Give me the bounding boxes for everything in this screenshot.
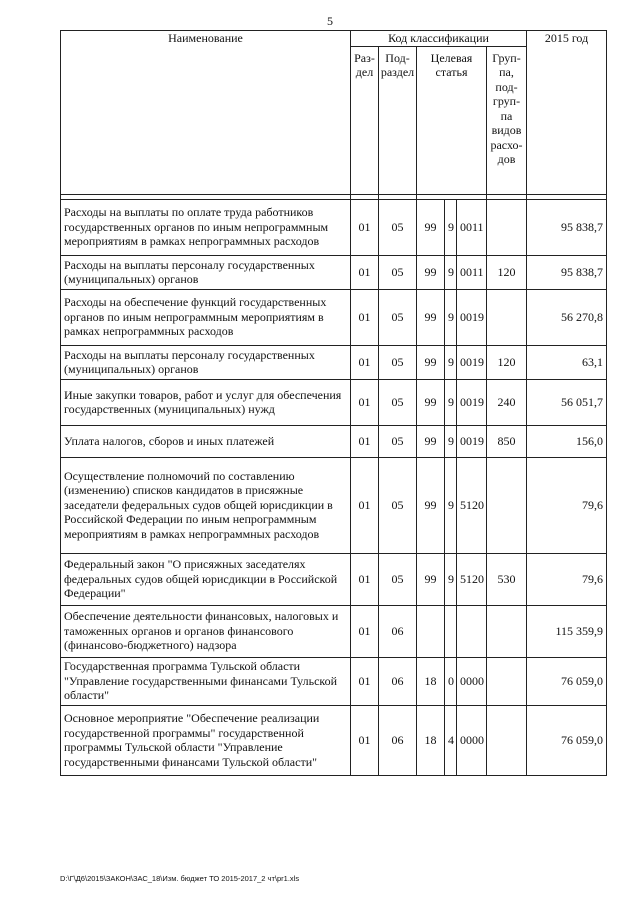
row-target-subprogram: 9 [445, 255, 457, 289]
row-amount: 63,1 [527, 345, 607, 379]
row-subsection: 05 [379, 289, 417, 345]
row-expense-group: 120 [487, 255, 527, 289]
row-name: Расходы на выплаты по оплате труда работников государственных органов по иным непрограммным мероприятиям в рамках непрограммных расходов [61, 199, 351, 255]
table-row [61, 605, 607, 657]
row-subsection: 05 [379, 425, 417, 457]
row-name: Федеральный закон "О присяжных заседателях федеральных судов общей юрисдикции в Российской Федерации" [61, 553, 351, 605]
row-amount: 115 359,9 [527, 605, 607, 657]
table-row [61, 379, 607, 425]
header-year: 2015 год [527, 31, 607, 195]
header-expense-group: Груп- па, под- груп- па видов расхо- дов [487, 46, 527, 194]
row-target-program [417, 605, 445, 657]
table-row [61, 457, 607, 553]
row-target-subprogram: 9 [445, 457, 457, 553]
row-subsection: 05 [379, 379, 417, 425]
header-name: Наименование [61, 31, 351, 195]
header-target-article: Целевая статья [417, 46, 487, 194]
row-target-program: 18 [417, 657, 445, 705]
row-amount: 79,6 [527, 553, 607, 605]
table-row [61, 289, 607, 345]
table-row [61, 705, 607, 775]
row-target-program: 99 [417, 289, 445, 345]
row-target-subprogram: 9 [445, 379, 457, 425]
row-name: Уплата налогов, сборов и иных платежей [61, 425, 351, 457]
row-target-subprogram: 9 [445, 553, 457, 605]
row-expense-group [487, 605, 527, 657]
row-target-program: 99 [417, 255, 445, 289]
file-path-footer: D:\Г\Д6\2015\ЗАКОН\ЗАС_18\Изм. бюджет ТО 2015-2017_2 чт\pr1.xls [60, 874, 300, 883]
row-expense-group [487, 705, 527, 775]
row-section: 01 [351, 379, 379, 425]
row-amount: 79,6 [527, 457, 607, 553]
row-target-direction: 0000 [457, 705, 487, 775]
row-expense-group: 240 [487, 379, 527, 425]
row-target-program: 18 [417, 705, 445, 775]
row-target-program: 99 [417, 457, 445, 553]
row-expense-group: 850 [487, 425, 527, 457]
row-subsection: 05 [379, 457, 417, 553]
row-target-direction: 0000 [457, 657, 487, 705]
row-target-direction: 0011 [457, 255, 487, 289]
row-expense-group [487, 199, 527, 255]
row-target-direction: 5120 [457, 553, 487, 605]
row-section: 01 [351, 199, 379, 255]
row-target-subprogram: 9 [445, 289, 457, 345]
row-target-subprogram: 9 [445, 345, 457, 379]
row-target-subprogram [445, 605, 457, 657]
row-section: 01 [351, 705, 379, 775]
row-name: Основное мероприятие "Обеспечение реализации государственной программы" государственной программы Тульской области "Управление государственными финансами Тульской области" [61, 705, 351, 775]
row-expense-group [487, 457, 527, 553]
row-section: 01 [351, 255, 379, 289]
row-target-direction: 0019 [457, 345, 487, 379]
row-name: Расходы на выплаты персоналу государственных (муниципальных) органов [61, 345, 351, 379]
row-amount: 76 059,0 [527, 657, 607, 705]
row-expense-group: 530 [487, 553, 527, 605]
row-section: 01 [351, 345, 379, 379]
row-target-program: 99 [417, 379, 445, 425]
budget-table [60, 30, 607, 776]
row-target-direction [457, 605, 487, 657]
row-amount: 156,0 [527, 425, 607, 457]
row-target-subprogram: 4 [445, 705, 457, 775]
row-amount: 56 270,8 [527, 289, 607, 345]
row-target-direction: 5120 [457, 457, 487, 553]
table-row [61, 255, 607, 289]
row-section: 01 [351, 289, 379, 345]
row-expense-group [487, 289, 527, 345]
table-row [61, 425, 607, 457]
header-subsection: Под- раздел [379, 46, 417, 194]
row-expense-group [487, 657, 527, 705]
row-name: Государственная программа Тульской области "Управление государственными финансами Тульской области" [61, 657, 351, 705]
row-target-program: 99 [417, 199, 445, 255]
header-classification: Код классификации [351, 31, 527, 47]
row-section: 01 [351, 605, 379, 657]
row-name: Расходы на выплаты персоналу государственных (муниципальных) органов [61, 255, 351, 289]
table-row [61, 199, 607, 255]
row-target-program: 99 [417, 425, 445, 457]
table-row [61, 657, 607, 705]
row-section: 01 [351, 457, 379, 553]
row-subsection: 06 [379, 605, 417, 657]
page-number: 5 [327, 14, 333, 28]
row-subsection: 05 [379, 553, 417, 605]
table-row [61, 553, 607, 605]
row-expense-group: 120 [487, 345, 527, 379]
row-name: Обеспечение деятельности финансовых, налоговых и таможенных органов и органов финансового (финансово-бюджетного) надзора [61, 605, 351, 657]
row-subsection: 05 [379, 255, 417, 289]
row-subsection: 05 [379, 199, 417, 255]
row-target-direction: 0011 [457, 199, 487, 255]
row-target-subprogram: 9 [445, 425, 457, 457]
row-target-program: 99 [417, 345, 445, 379]
row-section: 01 [351, 425, 379, 457]
row-target-program: 99 [417, 553, 445, 605]
row-name: Расходы на обеспечение функций государственных органов по иным непрограммным мероприятиям в рамках непрограммных расходов [61, 289, 351, 345]
row-subsection: 06 [379, 705, 417, 775]
row-amount: 56 051,7 [527, 379, 607, 425]
row-target-direction: 0019 [457, 379, 487, 425]
row-amount: 95 838,7 [527, 199, 607, 255]
row-target-subprogram: 9 [445, 199, 457, 255]
row-subsection: 05 [379, 345, 417, 379]
row-target-subprogram: 0 [445, 657, 457, 705]
header-section: Раз- дел [351, 46, 379, 194]
row-amount: 95 838,7 [527, 255, 607, 289]
row-name: Осуществление полномочий по составлению (изменению) списков кандидатов в присяжные заседатели федеральных судов общей юрисдикции в Российской Федерации по иным непрограммным мероприятиям в рамках непрограммных расходов [61, 457, 351, 553]
row-section: 01 [351, 553, 379, 605]
row-subsection: 06 [379, 657, 417, 705]
row-target-direction: 0019 [457, 425, 487, 457]
table-row [61, 345, 607, 379]
row-target-direction: 0019 [457, 289, 487, 345]
row-amount: 76 059,0 [527, 705, 607, 775]
row-section: 01 [351, 657, 379, 705]
row-name: Иные закупки товаров, работ и услуг для обеспечения государственных (муниципальных) нужд [61, 379, 351, 425]
